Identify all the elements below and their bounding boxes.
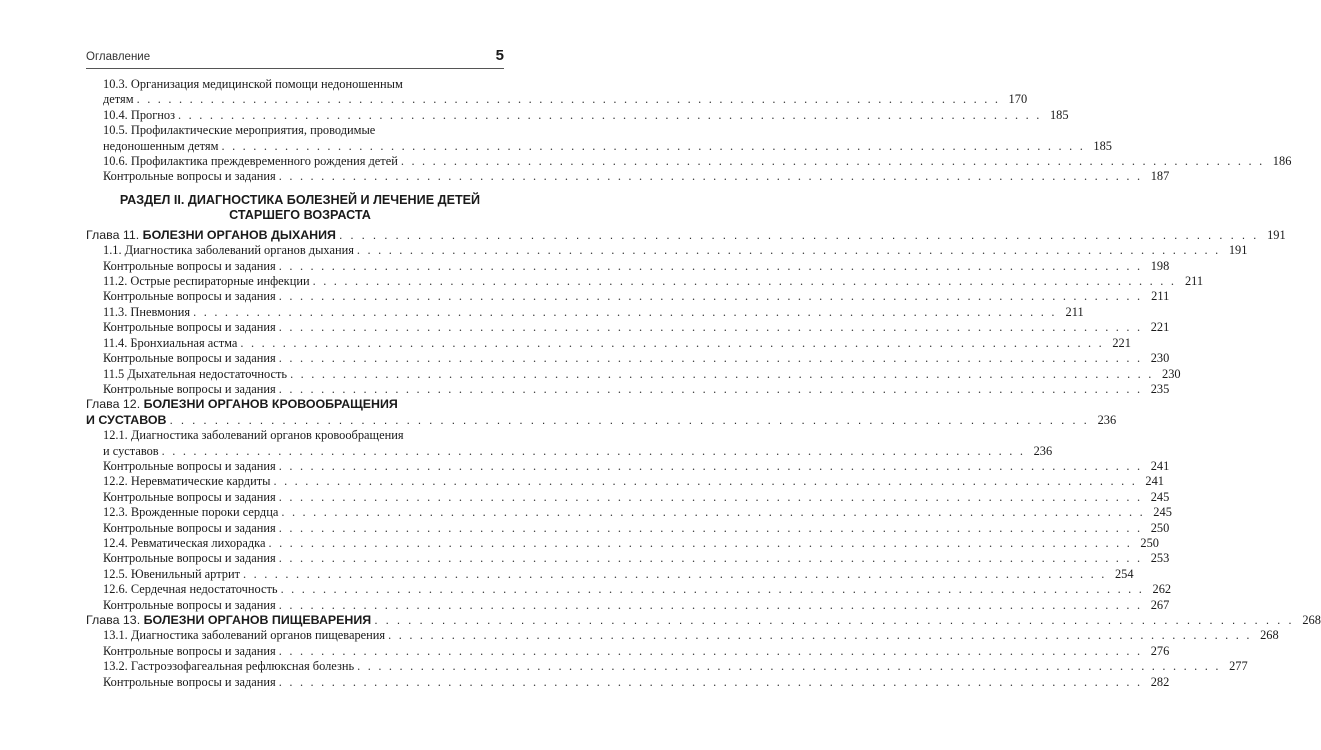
toc-entry — [86, 154, 1292, 169]
dot-leader — [281, 505, 1145, 520]
toc-entry — [86, 566, 1134, 582]
toc-entry-page: 211 — [1065, 304, 1084, 319]
toc-entry — [86, 458, 1170, 474]
toc-entry-page: 235 — [1150, 381, 1170, 396]
toc-entry-page: 282 — [1150, 674, 1170, 689]
dot-leader — [279, 351, 1143, 366]
toc-entry-page: 241 — [1150, 458, 1170, 473]
toc-entry-title: 13.1. Диагностика заболеваний органов пищеварения — [103, 628, 386, 643]
chapter-title: БОЛЕЗНИ ОРГАНОВ КРОВООБРАЩЕНИЯ — [143, 397, 398, 412]
toc-entry-first-line: 12.1. Диагностика заболеваний органов кровообращения — [103, 428, 404, 443]
toc-entry-page: 185 — [1093, 138, 1112, 153]
section-heading — [96, 193, 504, 224]
dot-leader — [178, 108, 1042, 123]
dot-leader — [279, 259, 1143, 274]
dot-leader — [290, 367, 1154, 382]
dot-leader — [279, 490, 1143, 505]
dot-leader — [243, 567, 1107, 582]
toc-entry-title: Контрольные вопросы и задания — [103, 381, 276, 396]
toc-entry-title: Контрольные вопросы и задания — [103, 351, 276, 366]
toc-entry — [86, 274, 1204, 289]
toc-entry-title: недоношенным детям — [103, 138, 219, 153]
chapter-page: 236 — [1097, 412, 1117, 427]
toc-entry-first-line: 10.3. Организация медицинской помощи недоношенным — [103, 77, 403, 91]
table-of-contents — [86, 77, 1321, 690]
toc-entry-title: Контрольные вопросы и задания — [103, 320, 276, 335]
toc-entry — [86, 289, 1170, 304]
dot-leader — [279, 289, 1143, 304]
toc-entry — [86, 335, 1131, 351]
toc-entry-title: Контрольные вопросы и задания — [103, 489, 276, 504]
toc-entry-page: 254 — [1114, 566, 1134, 581]
toc-entry-title: Контрольные вопросы и задания — [103, 643, 276, 658]
toc-entry-title: 12.3. Врожденные пороки сердца — [103, 505, 279, 520]
dot-leader — [339, 228, 1259, 243]
dot-leader — [279, 320, 1143, 335]
toc-entry-page: 262 — [1152, 582, 1172, 597]
toc-entry-page: 276 — [1150, 643, 1170, 658]
toc-entry-title: Контрольные вопросы и задания — [103, 289, 276, 304]
chapter-title: БОЛЕЗНИ ОРГАНОВ ДЫХАНИЯ — [142, 227, 336, 242]
dot-leader — [279, 459, 1143, 474]
toc-entry-title: 13.2. Гастроэзофагеальная рефлюксная болезнь — [103, 659, 355, 674]
toc-entry-page: 268 — [1260, 628, 1279, 643]
toc-entry-page: 267 — [1150, 597, 1170, 612]
chapter-label: Глава 11. — [86, 227, 140, 242]
dot-leader — [221, 139, 1085, 154]
dot-leader — [279, 169, 1143, 184]
toc-entry-page: 230 — [1150, 351, 1170, 366]
toc-entry — [86, 628, 1279, 643]
toc-entry-page: 191 — [1228, 243, 1248, 258]
chapter-heading — [86, 613, 1321, 628]
toc-entry-title: 12.5. Ювенильный артрит — [103, 566, 241, 581]
toc-entry-page: 230 — [1162, 366, 1181, 381]
toc-entry — [86, 489, 1170, 505]
toc-entry — [86, 258, 1170, 274]
dot-leader — [374, 613, 1294, 628]
chapter-title: БОЛЕЗНИ ОРГАНОВ ПИЩЕВАРЕНИЯ — [143, 613, 372, 627]
section-heading-line-1: РАЗДЕЛ II. ДИАГНОСТИКА БОЛЕЗНЕЙ И ЛЕЧЕНИЕ ДЕТЕЙ — [119, 192, 481, 207]
dot-leader — [279, 551, 1143, 566]
toc-entry-title: 10.4. Прогноз — [103, 107, 176, 122]
toc-entry — [86, 304, 1084, 320]
dot-leader — [169, 413, 1089, 428]
toc-entry-title: Контрольные вопросы и задания — [103, 674, 276, 689]
toc-entry-first-line: 10.5. Профилактические мероприятия, проводимые — [103, 123, 376, 138]
toc-entry — [86, 535, 1159, 551]
toc-entry-page: 185 — [1049, 107, 1069, 122]
running-header — [86, 48, 504, 68]
dot-leader — [137, 92, 1001, 107]
toc-entry-title: Контрольные вопросы и задания — [103, 597, 276, 612]
toc-entry-title: 10.6. Профилактика преждевременного рождения детей — [103, 154, 398, 169]
toc-entry-page: 221 — [1112, 335, 1131, 350]
toc-entry-page: 241 — [1145, 474, 1164, 489]
toc-entry-page: 245 — [1153, 505, 1172, 520]
chapter-page: 268 — [1302, 613, 1321, 627]
toc-entry — [86, 169, 1170, 184]
chapter-heading — [86, 227, 1286, 243]
toc-entry-page: 211 — [1184, 274, 1204, 289]
toc-entry — [86, 597, 1170, 613]
chapter-label: Глава 12. — [86, 397, 141, 412]
toc-entry-title: Контрольные вопросы и задания — [103, 458, 276, 473]
toc-entry — [86, 107, 1069, 123]
dot-leader — [162, 444, 1026, 459]
toc-entry-title: 11.2. Острые респираторные инфекции — [103, 274, 310, 289]
chapter-title-continuation: И СУСТАВОВ — [86, 412, 167, 427]
toc-entry — [86, 582, 1172, 597]
toc-entry-title: Контрольные вопросы и задания — [103, 258, 276, 273]
page-number: 5 — [495, 47, 504, 64]
toc-entry-title: детям — [103, 92, 134, 107]
header-rule — [86, 68, 504, 69]
dot-leader — [357, 243, 1221, 258]
toc-entry — [86, 381, 1170, 397]
dot-leader — [279, 644, 1143, 659]
toc-entry — [86, 505, 1172, 520]
dot-leader — [388, 628, 1252, 643]
toc-entry-title: 11.5 Дыхательная недостаточность — [103, 366, 288, 381]
dot-leader — [401, 154, 1265, 169]
toc-entry — [86, 351, 1170, 366]
toc-entry-page: 250 — [1150, 520, 1170, 535]
dot-leader — [279, 675, 1143, 690]
dot-leader — [240, 336, 1104, 351]
toc-entry — [86, 366, 1181, 382]
toc-entry — [86, 243, 1248, 258]
toc-entry-title: 12.2. Неревматические кардиты — [103, 474, 271, 489]
toc-entry-title: 11.4. Бронхиальная астма — [103, 335, 238, 350]
toc-entry-title: Контрольные вопросы и задания — [103, 169, 276, 184]
toc-entry — [86, 520, 1170, 536]
toc-entry-page: 170 — [1008, 92, 1028, 107]
dot-leader — [279, 598, 1143, 613]
toc-entry-title: 1.1. Диагностика заболеваний органов дыхания — [103, 243, 354, 258]
toc-entry-title: и суставов — [103, 443, 159, 458]
dot-leader — [281, 582, 1145, 597]
chapter-page: 191 — [1267, 227, 1286, 242]
toc-entry — [86, 643, 1170, 659]
dot-leader — [193, 305, 1057, 320]
toc-entry-page: 186 — [1272, 154, 1292, 169]
toc-entry-page: 245 — [1150, 489, 1170, 504]
toc-entry-page: 211 — [1151, 289, 1170, 304]
toc-entry-title: 12.4. Ревматическая лихорадка — [103, 535, 266, 550]
toc-entry — [86, 77, 1028, 108]
section-heading-line-2: СТАРШЕГО ВОЗРАСТА — [229, 208, 371, 223]
running-header-title: Оглавление — [86, 51, 151, 63]
toc-entry-page: 221 — [1150, 320, 1170, 335]
toc-entry — [86, 474, 1164, 489]
toc-entry-title: 11.3. Пневмония — [103, 304, 191, 319]
dot-leader — [279, 382, 1143, 397]
toc-entry-page: 198 — [1150, 258, 1170, 273]
toc-entry — [86, 551, 1170, 566]
dot-leader — [279, 521, 1143, 536]
dot-leader — [268, 536, 1132, 551]
toc-entry-page: 250 — [1140, 535, 1159, 550]
toc-entry-page: 187 — [1150, 169, 1170, 184]
toc-entry — [86, 428, 1053, 459]
toc-entry — [86, 674, 1170, 690]
toc-entry-title: Контрольные вопросы и задания — [103, 520, 276, 535]
toc-entry-page: 236 — [1033, 443, 1053, 458]
dot-leader — [357, 659, 1221, 674]
toc-entry-page: 277 — [1229, 659, 1248, 674]
chapter-heading — [86, 397, 1117, 428]
toc-entry — [86, 659, 1248, 674]
toc-entry — [86, 320, 1170, 335]
toc-entry-page: 253 — [1150, 551, 1170, 566]
dot-leader — [313, 274, 1177, 289]
toc-entry-title: 12.6. Сердечная недостаточность — [103, 582, 278, 597]
dot-leader — [273, 474, 1137, 489]
chapter-label: Глава 13. — [86, 613, 141, 627]
toc-entry — [86, 123, 1112, 154]
toc-entry-title: Контрольные вопросы и задания — [103, 551, 276, 566]
